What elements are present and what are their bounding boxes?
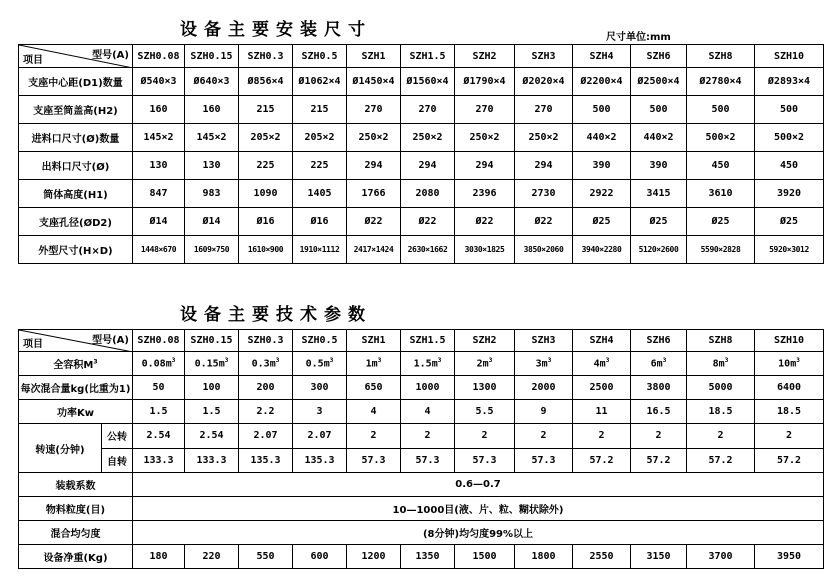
value-cell: 6400 <box>755 376 824 400</box>
model-header-cell: SZH8 <box>687 330 755 352</box>
value-cell: 57.3 <box>347 448 401 473</box>
value-cell: 2 <box>515 424 573 449</box>
value-cell: 133.3 <box>185 448 239 473</box>
value-cell: 390 <box>631 152 687 180</box>
value-cell: Ø22 <box>401 208 455 236</box>
volume-unit-sup: 3 <box>275 357 280 365</box>
value-cell: 205×2 <box>239 124 293 152</box>
model-label: 型号(A) <box>92 50 129 61</box>
row-label: 进料口尺寸(Ø)数量 <box>19 124 133 152</box>
value-cell: 180 <box>133 545 185 569</box>
value-cell: 160 <box>133 96 185 124</box>
value-cell <box>401 352 455 376</box>
table-row <box>19 152 824 180</box>
merged-value-cell: 10—1000目(液、片、粒、糊状除外) <box>133 497 824 521</box>
value-cell: 250×2 <box>347 124 401 152</box>
value-cell: 2.2 <box>239 400 293 424</box>
value-cell: 5590×2828 <box>687 236 755 264</box>
value-cell: 2630×1662 <box>401 236 455 264</box>
granularity-row <box>19 497 824 521</box>
value-cell: 2 <box>347 424 401 449</box>
row-label: 混合均匀度 <box>19 521 133 545</box>
value-cell: Ø856×4 <box>239 68 293 96</box>
value-cell: 2 <box>573 424 631 449</box>
value-cell: Ø25 <box>755 208 824 236</box>
value-cell: 3940×2280 <box>573 236 631 264</box>
model-header-cell: SZH6 <box>631 330 687 352</box>
value-cell: Ø1062×4 <box>293 68 347 96</box>
value-cell <box>185 352 239 376</box>
value-cell: 130 <box>133 152 185 180</box>
merged-value-cell: 0.6—0.7 <box>133 473 824 497</box>
mix-row <box>19 376 824 400</box>
value-cell: 1500 <box>455 545 515 569</box>
value-cell: 11 <box>573 400 631 424</box>
value-cell: 450 <box>755 152 824 180</box>
value-cell: Ø640×3 <box>185 68 239 96</box>
value-cell: 3920 <box>755 180 824 208</box>
volume-unit-sup: 3 <box>329 357 334 365</box>
revolution-label: 公转 <box>102 424 132 449</box>
value-cell: 294 <box>401 152 455 180</box>
volume-unit-sup: 3 <box>224 357 229 365</box>
value-cell: 500 <box>631 96 687 124</box>
value-cell: 250×2 <box>401 124 455 152</box>
volume-unit-sup: 3 <box>377 357 382 365</box>
value-cell: 5.5 <box>455 400 515 424</box>
value-cell: 1800 <box>515 545 573 569</box>
model-header-cell: SZH0.5 <box>293 45 347 68</box>
model-header-cell: SZH0.3 <box>239 330 293 352</box>
value-cell: 215 <box>239 96 293 124</box>
value-cell: 1200 <box>347 545 401 569</box>
value-cell: 2.54 <box>185 424 239 449</box>
value-cell: 18.5 <box>755 400 824 424</box>
model-header-cell: SZH1.5 <box>401 45 455 68</box>
row-label: 筒体高度(H1) <box>19 180 133 208</box>
table-row <box>19 68 824 96</box>
value-cell: 5920×3012 <box>755 236 824 264</box>
speed-label-cell <box>19 424 133 473</box>
table-row <box>19 180 824 208</box>
value-cell: Ø2200×4 <box>573 68 631 96</box>
value-cell: 145×2 <box>133 124 185 152</box>
volume-label: 全容积M <box>53 360 94 371</box>
value-cell: 1.5 <box>133 400 185 424</box>
value-cell: 2922 <box>573 180 631 208</box>
row-label: 每次混合量kg(比重为1) <box>19 376 133 400</box>
value-cell: 1300 <box>455 376 515 400</box>
value-cell: 1.5 <box>185 400 239 424</box>
volume-unit-sup: 3 <box>796 357 800 365</box>
value-cell: 440×2 <box>631 124 687 152</box>
value-cell: 18.5 <box>687 400 755 424</box>
value-cell: 57.2 <box>631 448 687 473</box>
volume-value: 0.08m <box>141 358 172 370</box>
value-cell <box>455 352 515 376</box>
value-cell: Ø2893×4 <box>755 68 824 96</box>
volume-value: 1m <box>365 358 378 370</box>
row-label: 装载系数 <box>19 473 133 497</box>
volume-value: 10m <box>778 358 797 370</box>
value-cell: 100 <box>185 376 239 400</box>
model-header-cell: SZH2 <box>455 330 515 352</box>
row-label: 设备净重(Kg) <box>19 545 133 569</box>
value-cell: 225 <box>293 152 347 180</box>
value-cell: 1000 <box>401 376 455 400</box>
value-cell: 1766 <box>347 180 401 208</box>
value-cell: 135.3 <box>239 448 293 473</box>
value-cell: 1910×1112 <box>293 236 347 264</box>
model-header-cell: SZH6 <box>631 45 687 68</box>
row-label: 功率Kw <box>19 400 133 424</box>
volume-value: 1.5m <box>413 358 438 370</box>
value-cell: 270 <box>455 96 515 124</box>
tech-params-table <box>18 329 824 569</box>
value-cell: Ø16 <box>293 208 347 236</box>
header-corner-cell <box>19 330 133 352</box>
value-cell: 205×2 <box>293 124 347 152</box>
value-cell: 2 <box>687 424 755 449</box>
value-cell: 2.54 <box>133 424 185 449</box>
volume-value: 0.3m <box>251 358 276 370</box>
value-cell: 270 <box>347 96 401 124</box>
value-cell: 4 <box>347 400 401 424</box>
row-label: 物料粒度(目) <box>19 497 133 521</box>
value-cell: 3030×1825 <box>455 236 515 264</box>
value-cell: 5000 <box>687 376 755 400</box>
value-cell: Ø14 <box>185 208 239 236</box>
value-cell: Ø25 <box>573 208 631 236</box>
value-cell: 145×2 <box>185 124 239 152</box>
install-dimensions-table <box>18 44 824 264</box>
value-cell: 215 <box>293 96 347 124</box>
value-cell: 294 <box>455 152 515 180</box>
volume-value: 0.15m <box>194 358 225 370</box>
value-cell: Ø22 <box>455 208 515 236</box>
volume-value: 3m <box>535 358 548 370</box>
weight-row <box>19 545 824 569</box>
header-row <box>19 45 824 68</box>
value-cell: 3950 <box>755 545 824 569</box>
value-cell: 500 <box>573 96 631 124</box>
unit-note: 尺寸单位:mm <box>606 32 671 43</box>
value-cell: 3700 <box>687 545 755 569</box>
row-label: 支座至筒盖高(H2) <box>19 96 133 124</box>
value-cell: 500×2 <box>755 124 824 152</box>
value-cell: 1609×750 <box>185 236 239 264</box>
model-header-cell: SZH3 <box>515 330 573 352</box>
model-header-cell: SZH0.15 <box>185 45 239 68</box>
model-header-cell: SZH0.08 <box>133 330 185 352</box>
value-cell: 500 <box>755 96 824 124</box>
model-header-cell: SZH0.15 <box>185 330 239 352</box>
volume-unit-sup: 3 <box>437 357 442 365</box>
header-row <box>19 330 824 352</box>
volume-label-sup: 3 <box>93 358 98 366</box>
volume-row <box>19 352 824 376</box>
value-cell: 135.3 <box>293 448 347 473</box>
volume-value: 4m <box>593 358 606 370</box>
value-cell: 1405 <box>293 180 347 208</box>
value-cell: 650 <box>347 376 401 400</box>
volume-value: 8m <box>712 358 725 370</box>
value-cell: 5120×2600 <box>631 236 687 264</box>
value-cell: Ø1450×4 <box>347 68 401 96</box>
value-cell: 2730 <box>515 180 573 208</box>
value-cell: Ø2020×4 <box>515 68 573 96</box>
row-label: 外型尺寸(H×D) <box>19 236 133 264</box>
model-header-cell: SZH0.08 <box>133 45 185 68</box>
value-cell: 225 <box>239 152 293 180</box>
speed-label: 转速(分钟) <box>19 424 102 472</box>
value-cell: 250×2 <box>455 124 515 152</box>
model-header-cell: SZH3 <box>515 45 573 68</box>
model-header-cell: SZH10 <box>755 330 824 352</box>
model-header-cell: SZH0.3 <box>239 45 293 68</box>
value-cell: 9 <box>515 400 573 424</box>
volume-unit-sup: 3 <box>724 357 729 365</box>
value-cell: 2396 <box>455 180 515 208</box>
value-cell: 2.07 <box>293 424 347 449</box>
volume-unit-sup: 3 <box>662 357 667 365</box>
power-row <box>19 400 824 424</box>
model-header-cell: SZH1 <box>347 330 401 352</box>
value-cell <box>293 352 347 376</box>
value-cell: 130 <box>185 152 239 180</box>
row-label: 出料口尺寸(Ø) <box>19 152 133 180</box>
value-cell: 57.3 <box>401 448 455 473</box>
value-cell: 220 <box>185 545 239 569</box>
value-cell: 847 <box>133 180 185 208</box>
value-cell: 983 <box>185 180 239 208</box>
value-cell: 450 <box>687 152 755 180</box>
model-header-cell: SZH0.5 <box>293 330 347 352</box>
speed-row-rotation <box>19 448 824 473</box>
value-cell: 3850×2060 <box>515 236 573 264</box>
model-header-cell: SZH2 <box>455 45 515 68</box>
value-cell: 2417×1424 <box>347 236 401 264</box>
value-cell <box>347 352 401 376</box>
value-cell: Ø2500×4 <box>631 68 687 96</box>
value-cell <box>687 352 755 376</box>
install-title: 设备主要安装尺寸 <box>180 20 372 40</box>
volume-unit-sup: 3 <box>605 357 610 365</box>
value-cell: 1090 <box>239 180 293 208</box>
value-cell: Ø22 <box>515 208 573 236</box>
value-cell: 3800 <box>631 376 687 400</box>
value-cell: 390 <box>573 152 631 180</box>
value-cell <box>631 352 687 376</box>
value-cell: Ø540×3 <box>133 68 185 96</box>
value-cell: 1350 <box>401 545 455 569</box>
value-cell: 57.2 <box>687 448 755 473</box>
model-header-cell: SZH8 <box>687 45 755 68</box>
value-cell: 2500 <box>573 376 631 400</box>
row-label <box>19 352 133 376</box>
value-cell: 3415 <box>631 180 687 208</box>
value-cell: Ø22 <box>347 208 401 236</box>
value-cell: 50 <box>133 376 185 400</box>
loading-row <box>19 473 824 497</box>
model-header-cell: SZH10 <box>755 45 824 68</box>
value-cell: 57.2 <box>573 448 631 473</box>
value-cell: 2080 <box>401 180 455 208</box>
value-cell: 57.3 <box>455 448 515 473</box>
value-cell: 3610 <box>687 180 755 208</box>
table-row <box>19 208 824 236</box>
value-cell: 300 <box>293 376 347 400</box>
value-cell <box>515 352 573 376</box>
value-cell: 2 <box>755 424 824 449</box>
uniformity-row <box>19 521 824 545</box>
value-cell: Ø1560×4 <box>401 68 455 96</box>
volume-unit-sup: 3 <box>488 357 493 365</box>
item-label: 项目 <box>23 55 43 66</box>
value-cell: 4 <box>401 400 455 424</box>
volume-value: 0.5m <box>305 358 330 370</box>
value-cell: 600 <box>293 545 347 569</box>
model-header-cell: SZH4 <box>573 45 631 68</box>
merged-value-cell: (8分钟)均匀度99%以上 <box>133 521 824 545</box>
rotation-label: 自转 <box>107 456 127 468</box>
value-cell: 160 <box>185 96 239 124</box>
value-cell: 270 <box>401 96 455 124</box>
value-cell: 270 <box>515 96 573 124</box>
volume-unit-sup: 3 <box>547 357 552 365</box>
value-cell: 57.2 <box>755 448 824 473</box>
row-label: 支座孔径(ØD2) <box>19 208 133 236</box>
value-cell <box>755 352 824 376</box>
value-cell: Ø25 <box>631 208 687 236</box>
value-cell: 294 <box>347 152 401 180</box>
table-row <box>19 236 824 264</box>
value-cell: 16.5 <box>631 400 687 424</box>
value-cell: 3150 <box>631 545 687 569</box>
value-cell: 2.07 <box>239 424 293 449</box>
row-label: 支座中心距(D1)数量 <box>19 68 133 96</box>
item-label: 项目 <box>23 339 43 350</box>
value-cell: 500×2 <box>687 124 755 152</box>
value-cell: 200 <box>239 376 293 400</box>
value-cell <box>573 352 631 376</box>
table-row <box>19 96 824 124</box>
value-cell <box>133 352 185 376</box>
volume-value: 6m <box>650 358 663 370</box>
value-cell: Ø1790×4 <box>455 68 515 96</box>
model-header-cell: SZH1.5 <box>401 330 455 352</box>
header-corner-cell <box>19 45 133 68</box>
value-cell: Ø25 <box>687 208 755 236</box>
value-cell: 550 <box>239 545 293 569</box>
value-cell: 2000 <box>515 376 573 400</box>
value-cell: 133.3 <box>133 448 185 473</box>
volume-unit-sup: 3 <box>171 357 176 365</box>
value-cell: 250×2 <box>515 124 573 152</box>
value-cell: 500 <box>687 96 755 124</box>
value-cell: 440×2 <box>573 124 631 152</box>
value-cell: 3 <box>293 400 347 424</box>
volume-value: 2m <box>476 358 489 370</box>
speed-row-revolution <box>19 424 824 449</box>
value-cell: 2 <box>455 424 515 449</box>
value-cell <box>239 352 293 376</box>
value-cell: Ø14 <box>133 208 185 236</box>
model-header-cell: SZH1 <box>347 45 401 68</box>
value-cell: 57.3 <box>515 448 573 473</box>
value-cell: 2550 <box>573 545 631 569</box>
value-cell: 2 <box>401 424 455 449</box>
value-cell: 294 <box>515 152 573 180</box>
value-cell: 2 <box>631 424 687 449</box>
value-cell: 1448×670 <box>133 236 185 264</box>
value-cell: Ø2780×4 <box>687 68 755 96</box>
table-row <box>19 124 824 152</box>
model-label: 型号(A) <box>92 335 129 346</box>
tech-title: 设备主要技术参数 <box>180 305 372 325</box>
value-cell: 1610×900 <box>239 236 293 264</box>
value-cell: Ø16 <box>239 208 293 236</box>
model-header-cell: SZH4 <box>573 330 631 352</box>
